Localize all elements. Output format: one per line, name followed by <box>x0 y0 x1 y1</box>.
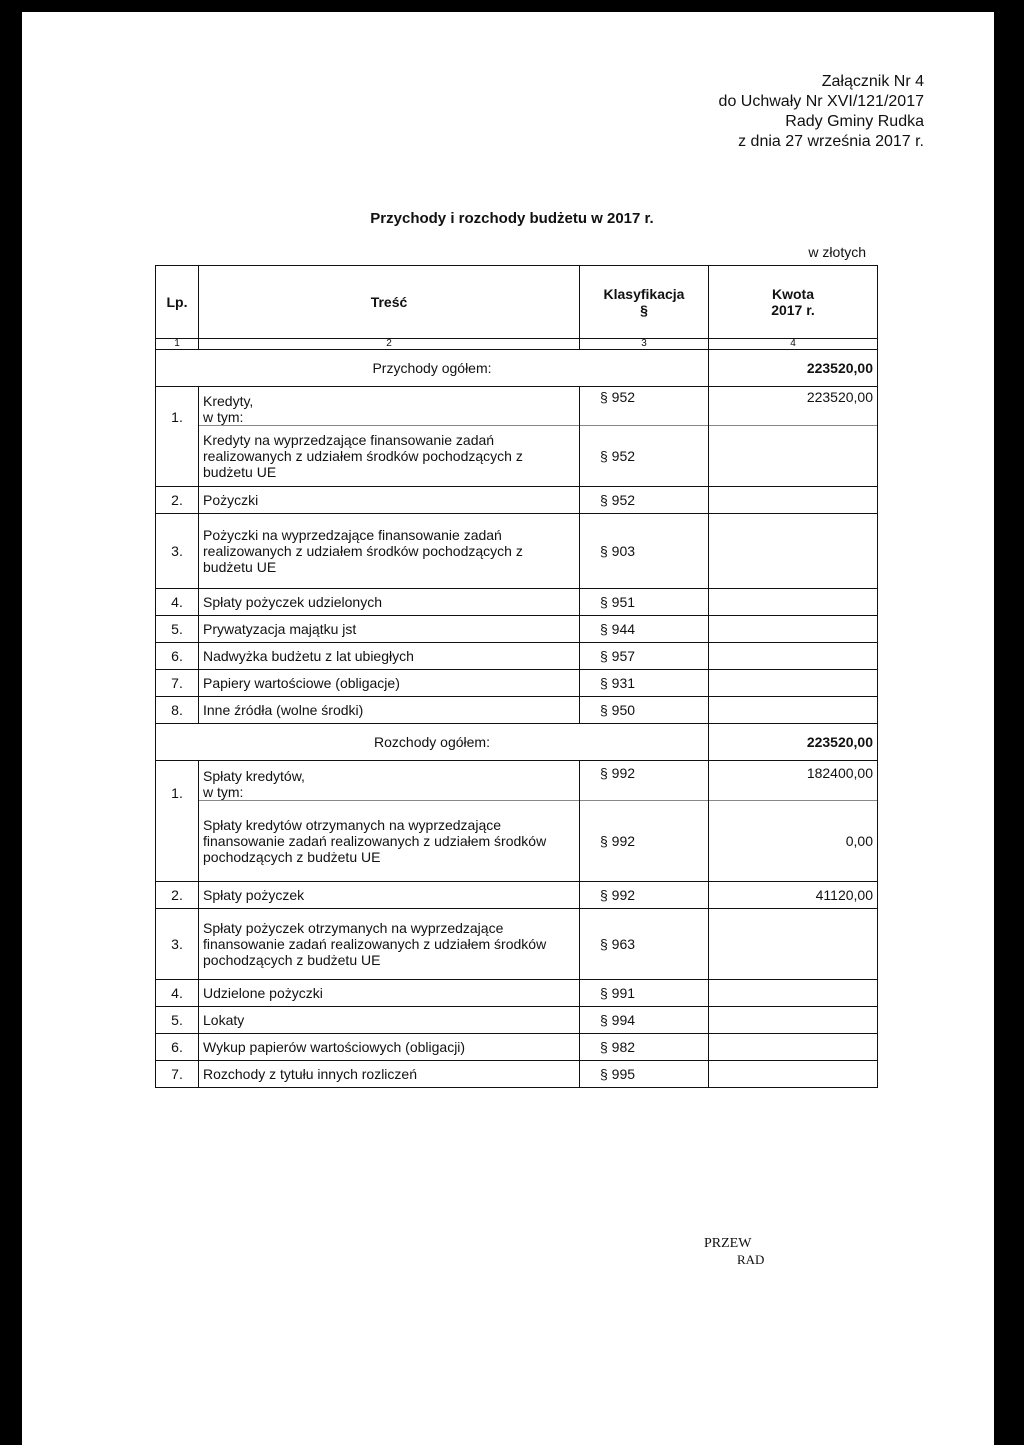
table-row <box>156 1006 878 1033</box>
header-klasyfikacja-sign: § <box>640 302 648 318</box>
row-value <box>709 979 878 1006</box>
row-paragraph: § 963 <box>580 908 709 979</box>
row-text: Spłaty pożyczek otrzymanych na wyprzedzające finansowanie zadań realizowanych z udziałem środków pochodzących z budżetu UE <box>199 908 580 979</box>
row-text: Spłaty kredytów otrzymanych na wyprzedzające finansowanie zadań realizowanych z udziałem środków pochodzących z budżetu UE <box>199 801 580 882</box>
table-row <box>156 1033 878 1060</box>
row-text: Wykup papierów wartościowych (obligacji) <box>199 1033 580 1060</box>
row-text: Lokaty <box>199 1006 580 1033</box>
row-text-line: w tym: <box>203 408 244 425</box>
row-text: Spłaty pożyczek udzielonych <box>199 588 580 615</box>
row-lp: 7. <box>156 1060 199 1087</box>
row-text: Spłaty pożyczek <box>199 881 580 908</box>
row-text: Inne źródła (wolne środki) <box>199 696 580 723</box>
row-lp: 3. <box>156 513 199 588</box>
table-row <box>156 669 878 696</box>
row-lp: 3. <box>156 908 199 979</box>
table-row <box>156 881 878 908</box>
annex-line: do Uchwały Nr XVI/121/2017 <box>718 93 924 110</box>
header-klasyfikacja-label: Klasyfikacja <box>603 286 685 302</box>
row-paragraph: § 992 <box>580 801 709 882</box>
header-lp: Lp. <box>156 266 199 339</box>
header-kwota-label: Kwota <box>772 286 814 302</box>
row-paragraph: § 992 <box>580 881 709 908</box>
expense-total-row <box>156 723 878 760</box>
row-paragraph: § 952 <box>580 425 709 486</box>
table-row <box>156 387 878 426</box>
row-value <box>709 425 878 486</box>
table-row <box>156 760 878 801</box>
row-value <box>709 696 878 723</box>
signature-stamp <box>704 1236 764 1268</box>
row-value: 223520,00 <box>709 387 878 426</box>
row-paragraph: § 931 <box>580 669 709 696</box>
row-text: Papiery wartościowe (obligacje) <box>199 669 580 696</box>
row-text-line: w tym: <box>203 784 244 800</box>
annex-line: Załącznik Nr 4 <box>821 73 924 90</box>
row-value: 0,00 <box>709 801 878 882</box>
row-value <box>709 1006 878 1033</box>
annex-header <box>719 72 924 152</box>
row-paragraph: § 952 <box>580 387 709 426</box>
column-index: 3 <box>580 339 709 350</box>
header-tresc: Treść <box>199 266 580 339</box>
annex-line: Rady Gminy Rudka <box>785 113 924 130</box>
row-value <box>709 1060 878 1087</box>
row-text-line: Kredyty, <box>203 392 254 409</box>
row-paragraph: § 903 <box>580 513 709 588</box>
row-value: 182400,00 <box>709 760 878 801</box>
column-index: 4 <box>709 339 878 350</box>
table-row <box>156 642 878 669</box>
row-value: 41120,00 <box>709 881 878 908</box>
table-row <box>156 696 878 723</box>
row-paragraph: § 995 <box>580 1060 709 1087</box>
row-paragraph: § 952 <box>580 486 709 513</box>
row-text: Rozchody z tytułu innych rozliczeń <box>199 1060 580 1087</box>
row-lp: 8. <box>156 696 199 723</box>
budget-table <box>155 265 878 1088</box>
header-kwota-year: 2017 r. <box>771 302 815 318</box>
row-paragraph: § 950 <box>580 696 709 723</box>
row-value <box>709 513 878 588</box>
table-row <box>156 979 878 1006</box>
table-row <box>156 1060 878 1087</box>
row-value <box>709 1033 878 1060</box>
row-lp: 2. <box>156 486 199 513</box>
row-lp: 7. <box>156 669 199 696</box>
row-value <box>709 642 878 669</box>
annex-line: z dnia 27 września 2017 r. <box>738 133 924 150</box>
table-row <box>156 615 878 642</box>
income-total-value: 223520,00 <box>709 350 878 387</box>
row-text: Udzielone pożyczki <box>199 979 580 1006</box>
row-text <box>199 387 580 426</box>
row-lp: 5. <box>156 1006 199 1033</box>
row-lp: 6. <box>156 642 199 669</box>
row-value <box>709 669 878 696</box>
document-title: Przychody i rozchody budżetu w 2017 r. <box>370 210 654 227</box>
row-text: Pożyczki na wyprzedzające finansowanie zadań realizowanych z udziałem środków pochodzących z budżetu UE <box>199 513 580 588</box>
expense-total-label: Rozchody ogółem: <box>156 723 709 760</box>
column-index: 1 <box>156 339 199 350</box>
row-paragraph: § 951 <box>580 588 709 615</box>
row-text: Pożyczki <box>199 486 580 513</box>
row-lp: 5. <box>156 615 199 642</box>
row-paragraph: § 994 <box>580 1006 709 1033</box>
stamp-line: PRZEW <box>704 1236 752 1251</box>
row-paragraph: § 992 <box>580 760 709 801</box>
stamp-line: RAD <box>737 1252 765 1267</box>
row-lp: 1. <box>156 760 199 801</box>
row-paragraph: § 991 <box>580 979 709 1006</box>
row-text: Nadwyżka budżetu z lat ubiegłych <box>199 642 580 669</box>
row-value <box>709 615 878 642</box>
row-paragraph: § 944 <box>580 615 709 642</box>
table-row <box>156 513 878 588</box>
currency-unit: w złotych <box>808 244 866 260</box>
table-row <box>156 588 878 615</box>
row-lp: 4. <box>156 588 199 615</box>
table-row <box>156 801 878 882</box>
row-value <box>709 486 878 513</box>
table-header-row <box>156 266 878 339</box>
row-lp <box>156 801 199 882</box>
column-index-row <box>156 339 878 350</box>
column-index: 2 <box>199 339 580 350</box>
expense-total-value: 223520,00 <box>709 723 878 760</box>
row-lp: 6. <box>156 1033 199 1060</box>
row-text-line: Spłaty kredytów, <box>203 768 305 784</box>
row-text <box>199 760 580 801</box>
row-text: Kredyty na wyprzedzające finansowanie zadań realizowanych z udziałem środków pochodzących z budżetu UE <box>199 425 580 486</box>
row-text: Prywatyzacja majątku jst <box>199 615 580 642</box>
row-paragraph: § 982 <box>580 1033 709 1060</box>
row-lp: 4. <box>156 979 199 1006</box>
row-lp: 2. <box>156 881 199 908</box>
row-value <box>709 588 878 615</box>
table-row <box>156 425 878 486</box>
header-kwota <box>709 266 878 339</box>
row-paragraph: § 957 <box>580 642 709 669</box>
table-row <box>156 486 878 513</box>
header-klasyfikacja <box>580 266 709 339</box>
row-lp <box>156 425 199 486</box>
table-row <box>156 908 878 979</box>
income-total-label: Przychody ogółem: <box>156 350 709 387</box>
row-value <box>709 908 878 979</box>
income-total-row <box>156 350 878 387</box>
row-lp: 1. <box>156 387 199 426</box>
